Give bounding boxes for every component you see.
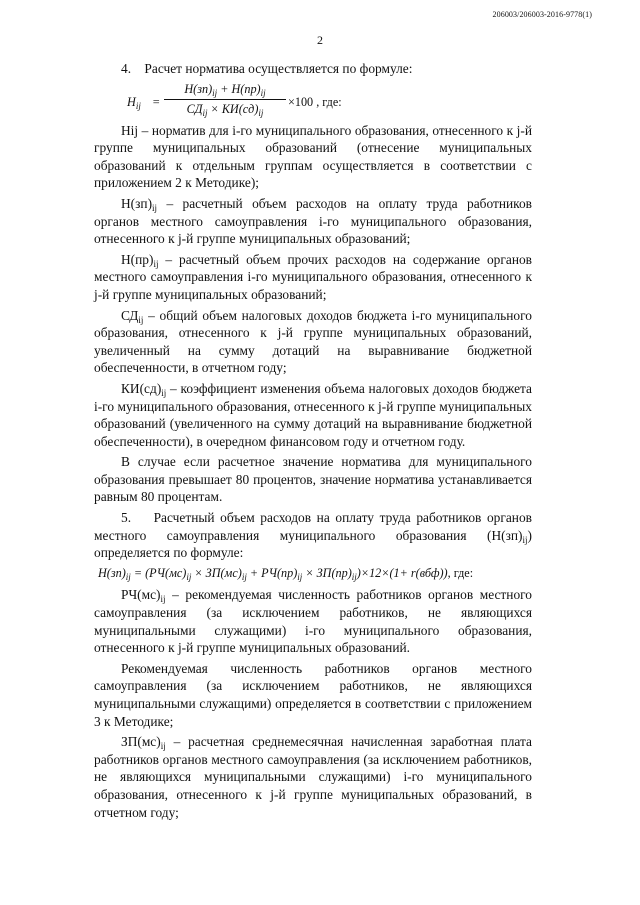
- definition-zp: $ЗП(мс)_{ij}$ – расчетная среднемесячная начисленная заработная плата работников органов местного самоуправления (за исключением работников, не являющихся муниципальными служащими) i-го муниципального образования, отнесенного к j-й группе муниципальных образований, в отчетном году;: [94, 734, 532, 820]
- recommended-staff-paragraph: Рекомендуемая численность работников органов местного самоуправления (за исключением работников, не являющихся муниципальными служащими) определяется в соответствии с приложением 3 к Методике;: [94, 660, 532, 729]
- formula-wages: $H(зп)_{ij} = (РЧ(мс)_{ij} \times ЗП(мс)_{ij} + РЧ(пр)_{ij} \times ЗП(пр)_{ij})\times 12\times(1+ r(вбф))$, где:: [98, 565, 474, 582]
- definition-rch: $РЧ(мс)_{ij}$ – рекомендуемая численность работников органов местного самоуправления (за исключением работников, не являющихся муниципальными служащими) i-го муниципального образования, отнесенного к j-й группе муниципальных образований.: [94, 587, 532, 656]
- section-4-intro: 4. Расчет норматива осуществляется по формуле:: [121, 61, 413, 76]
- formula-norm: [94, 81, 532, 119]
- formula-norm-equals: =: [152, 94, 161, 109]
- definition-ki: $КИ(сд)_{ij}$ – коэффициент изменения объема налоговых доходов бюджета i-го муниципального образования, отнесенного к j-й группе муниципальных образований (увеличенного на сумму дотаций на выравнивание бюджетной обеспеченности), в очередном финансовом году и отчетном году.: [94, 380, 532, 449]
- definition-n: Hij – норматив для i-го муниципального образования, отнесенного к j-й группе муниципальных образований (отнесение муниципальных образований к отдельным группам осуществляется в соответствии с приложением 2 к Методике);: [94, 122, 532, 191]
- norm-cap-paragraph: В случае если расчетное значение норматива для муниципального образования превышает 80 процентов, значение норматива устанавливается равным 80 процентам.: [94, 454, 532, 505]
- formula-norm-tail: ×100 , где:: [288, 94, 342, 109]
- formula-norm-fraction: [164, 81, 286, 119]
- definition-n-zp: $Н(зп)_{ij}$ – расчетный объем расходов на оплату труда работников органов местного самоуправления i-го муниципального образования, отнесенного к j-й группе муниципальных образований;: [94, 195, 532, 247]
- section-5-intro: 5. Расчетный объем расходов на оплату труда работников органов местного самоуправления муниципального образования $(Н(зп)_{ij})$ определяется по формуле:: [94, 510, 532, 561]
- formula-norm-denominator: $СД_{ij} \times КИ(сд)_{ij}$: [186, 102, 264, 119]
- page-number: 2: [317, 33, 323, 47]
- formula-norm-numerator: $H(зп)_{ij} + H(пр)_{ij}$: [164, 81, 286, 101]
- formula-norm-lhs: $H_{ij}$: [127, 94, 141, 111]
- definition-n-pr: $Н(пр)_{ij}$ – расчетный объем прочих расходов на содержание органов местного самоуправления i-го муниципального образования, отнесенного к j-й группе муниципальных образований;: [94, 251, 532, 302]
- definition-sd: $СД_{ij}$ – общий объем налоговых доходов бюджета i-го муниципального образования, отнесенного к j-й группе муниципальных образований, увеличенный на сумму дотаций на выравнивание бюджетной обеспеченности, в отчетном году;: [94, 307, 532, 376]
- document-id: 206003/206003-2016-9778(1): [492, 10, 592, 19]
- document-body: [94, 60, 532, 824]
